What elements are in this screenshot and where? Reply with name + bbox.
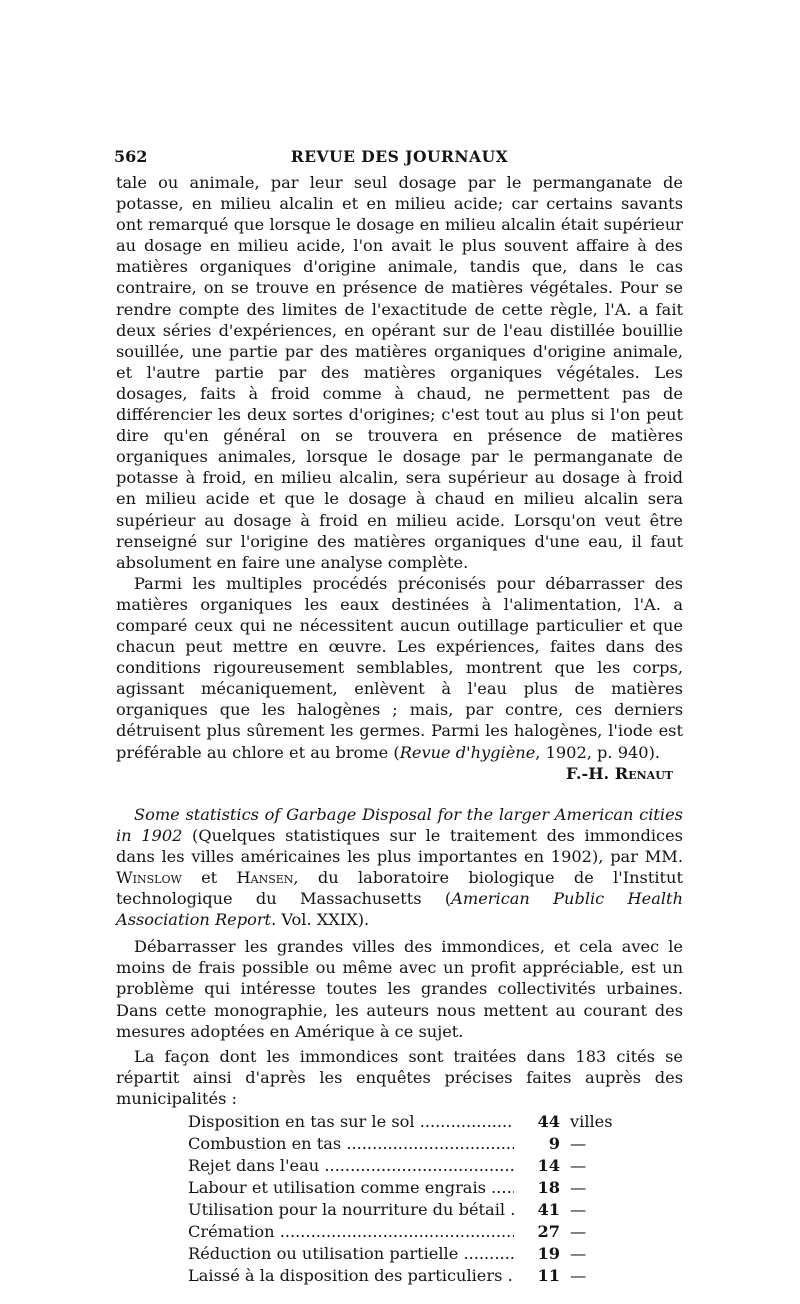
- running-head: [116, 146, 683, 170]
- statistics-unit: villes: [570, 1112, 613, 1132]
- statistics-label: Laissé à la disposition des particuliers .....: [188, 1265, 514, 1287]
- statistics-unit: —: [570, 1222, 587, 1242]
- statistics-value: 27: [537, 1222, 560, 1242]
- statistics-value: 41: [537, 1200, 560, 1220]
- statistics-list: [188, 1111, 618, 1287]
- statistics-row: [188, 1199, 618, 1221]
- entry-source: American Public Health Association Report: [116, 889, 683, 930]
- signature-initials: F.-H.: [565, 763, 615, 783]
- paragraph-1: tale ou animale, par leur seul dosage par le permanganate de potasse, en milieu alcalin et en milieu acide; car certains savants ont remarqué que lorsque le dosage en milieu alcalin était supérieur au dosage en milieu acide, l'on avait le plus souvent affaire à des matières organiques d'origine animale, tandis que, dans le cas contraire, on se trouve en présence de matières végétales. Pour se rendre compte des limites de l'exactitude de cette règle, l'A. a fait deux séries d'expériences, en opérant sur de l'eau distillée bouillie souillée, une partie par des matières organiques d'origine animale, et l'autre partie par des matières organiques végétales. Les dosages, faits à froid comme à chaud, ne permettent pas de différencier les deux sortes d'origines; c'est tout au plus si l'on peut dire qu'en général on se trouvera en présence de matières organiques animales, lorsque le dosage par le permanganate de potasse à froid, en milieu alcalin, sera supérieur au dosage à froid en milieu acide et que le dosage à chaud en milieu alcalin sera supérieur au dosage à froid en milieu acide. Lorsqu'on veut être renseigné sur l'origine des matières organiques d'une eau, il faut absolument en faire une analyse complète.: [116, 173, 683, 572]
- statistics-label: Disposition en tas sur le sol .....: [188, 1111, 514, 1133]
- statistics-unit: —: [570, 1156, 587, 1176]
- statistics-row: [188, 1243, 618, 1265]
- entry-title: Some statistics of Garbage Disposal for the larger American cities in 1902: [116, 804, 683, 845]
- statistics-label: Rejet dans l'eau .....: [188, 1155, 514, 1177]
- statistics-label: Labour et utilisation comme engrais .....: [188, 1177, 514, 1199]
- signature-name: Renaut: [614, 763, 673, 783]
- statistics-value: 18: [537, 1178, 560, 1198]
- statistics-row: [188, 1221, 618, 1243]
- statistics-label: Utilisation pour la nourriture du bétail .....: [188, 1199, 514, 1221]
- statistics-label: Réduction ou utilisation partielle .....: [188, 1243, 514, 1265]
- entry-description: (Quelques statistiques sur le traitement des immondices dans les villes américaines les plus importantes en 1902), par MM.: [116, 825, 683, 866]
- statistics-unit: —: [570, 1244, 587, 1264]
- author-name: Winslow: [116, 868, 182, 887]
- statistics-unit: —: [570, 1134, 587, 1154]
- statistics-row: [188, 1177, 618, 1199]
- statistics-label: Crémation .....: [188, 1221, 514, 1243]
- source-citation: Revue d'hygiène: [399, 742, 536, 762]
- signature: [116, 763, 683, 784]
- paragraph-4: La façon dont les immondices sont traitées dans 183 cités se répartit ainsi d'après les enquêtes précises faites auprès des municipalités :: [116, 1046, 683, 1108]
- statistics-unit: —: [570, 1200, 587, 1220]
- entry-conjunction: et: [181, 868, 237, 887]
- statistics-row: [188, 1133, 618, 1155]
- statistics-value: 44: [537, 1112, 560, 1132]
- citation-details: , 1902, p. 940).: [535, 742, 661, 762]
- statistics-label: Combustion en tas .....: [188, 1133, 514, 1155]
- statistics-row: [188, 1155, 618, 1177]
- entry-volume: . Vol. XXIX).: [271, 910, 370, 930]
- page: [116, 146, 683, 1287]
- statistics-row: [188, 1265, 618, 1287]
- entry-affiliation: , du laboratoire biologique de l'Institut technologique du Massachusetts (: [116, 868, 683, 909]
- statistics-unit: —: [570, 1266, 587, 1286]
- page-number: 562: [114, 147, 148, 166]
- paragraph-3: Débarrasser les grandes villes des immondices, et cela avec le moins de frais possible ou même avec un profit appréciable, est un problème qui intéresse toutes les grandes collectivités urbaines. Dans cette monographie, les auteurs nous mettent au courant des mesures adoptées en Amérique à ce sujet.: [116, 937, 683, 1041]
- statistics-value: 19: [537, 1244, 560, 1264]
- entry-heading: [116, 804, 683, 931]
- author-name: Hansen: [236, 868, 294, 887]
- paragraph-2-text: Parmi les multiples procédés préconisés pour débarrasser des matières organiques les eaux destinées à l'alimentation, l'A. a comparé ceux qui ne nécessitent aucun outillage particulier et que chacun peut mettre en œuvre. Les expériences, faites dans des conditions rigoureusement semblables, montrent que les corps, agissant mécaniquement, enlèvent à l'eau plus de matières organiques que les halogènes ; mais, par contre, ces derniers détruisent plus sûrement les germes. Parmi les halogènes, l'iode est préférable au chlore et au brome (: [116, 573, 683, 762]
- statistics-value: 14: [537, 1156, 560, 1176]
- paragraph-2: [116, 573, 683, 763]
- statistics-unit: —: [570, 1178, 587, 1198]
- statistics-value: 11: [537, 1266, 560, 1286]
- statistics-value: 9: [548, 1134, 560, 1154]
- journal-title: REVUE DES JOURNAUX: [290, 147, 509, 166]
- statistics-row: [188, 1111, 618, 1133]
